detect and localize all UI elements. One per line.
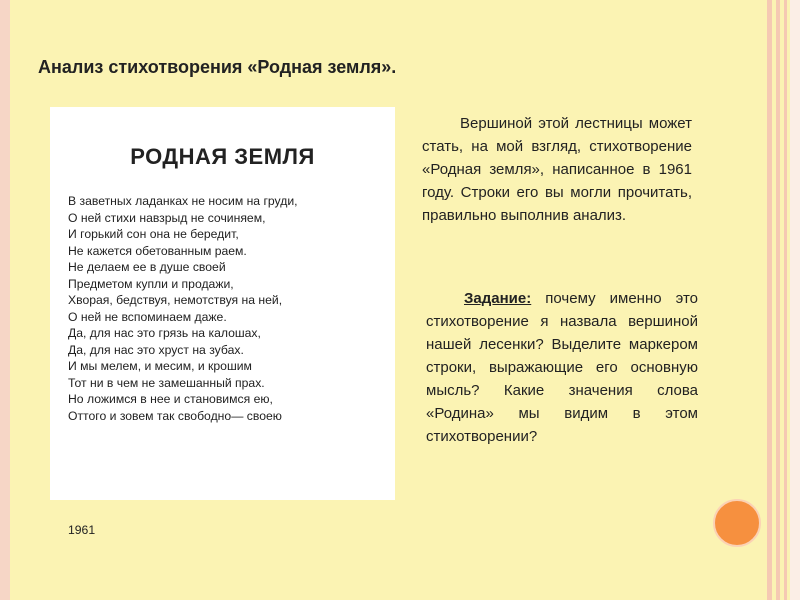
poem-line: Да, для нас это грязь на калошах,: [68, 326, 261, 340]
task-label: Задание:: [464, 290, 532, 307]
poem-line: Да, для нас это хруст на зубах.: [68, 342, 244, 357]
poem-lines: [68, 193, 388, 424]
poem-title: РОДНАЯ ЗЕМЛЯ: [130, 144, 315, 169]
poem-line: Не делаем ее в душе своей: [68, 260, 226, 274]
right-border-stripe: [767, 0, 772, 600]
task-text: почему именно это стихотворение я назвала вершиной нашей лесенки? Выделите маркером строки, выражающие его основную мысль? Какие значения слова «Родина» мы видим в этом стихотворении?: [426, 290, 698, 445]
poem-line: Оттого и зовем так свободно— своею: [68, 408, 282, 423]
right-border-edge: [790, 0, 800, 600]
poem-line: Не кажется обетованным раем.: [68, 243, 247, 258]
poem-line: В заветных ладанках не носим на груди,: [68, 194, 298, 208]
poem-card: [50, 107, 395, 537]
slide-title: Анализ стихотворения «Родная земля».: [38, 57, 397, 77]
poem-line: И мы мелем, и месим, и крошим: [68, 359, 252, 373]
left-border: [0, 0, 10, 600]
poem-line: О ней не вспоминаем даже.: [68, 309, 227, 324]
poem-line: Но ложимся в нее и становимся ею,: [68, 392, 273, 406]
intro-paragraph: [422, 112, 692, 227]
poem-year: 1961: [68, 523, 96, 537]
intro-text: Вершиной этой лестницы может стать, на мой взгляд, стихотворение «Родная земля», написанное в 1961 году. Строки его вы могли прочитать, правильно выполнив анализ.: [422, 115, 692, 224]
right-border-stripe: [784, 0, 787, 600]
decorative-circle: [713, 499, 761, 547]
poem-line: Тот ни в чем не замешанный прах.: [68, 375, 265, 390]
poem-line: О ней стихи навзрыд не сочиняем,: [68, 210, 266, 225]
right-border-stripe: [776, 0, 780, 600]
poem-line: Хворая, бедствуя, немотствуя на ней,: [68, 293, 283, 307]
poem-line: И горький сон она не бередит,: [68, 227, 239, 241]
poem-line: Предметом купли и продажи,: [68, 276, 234, 291]
task-paragraph: [426, 287, 698, 448]
